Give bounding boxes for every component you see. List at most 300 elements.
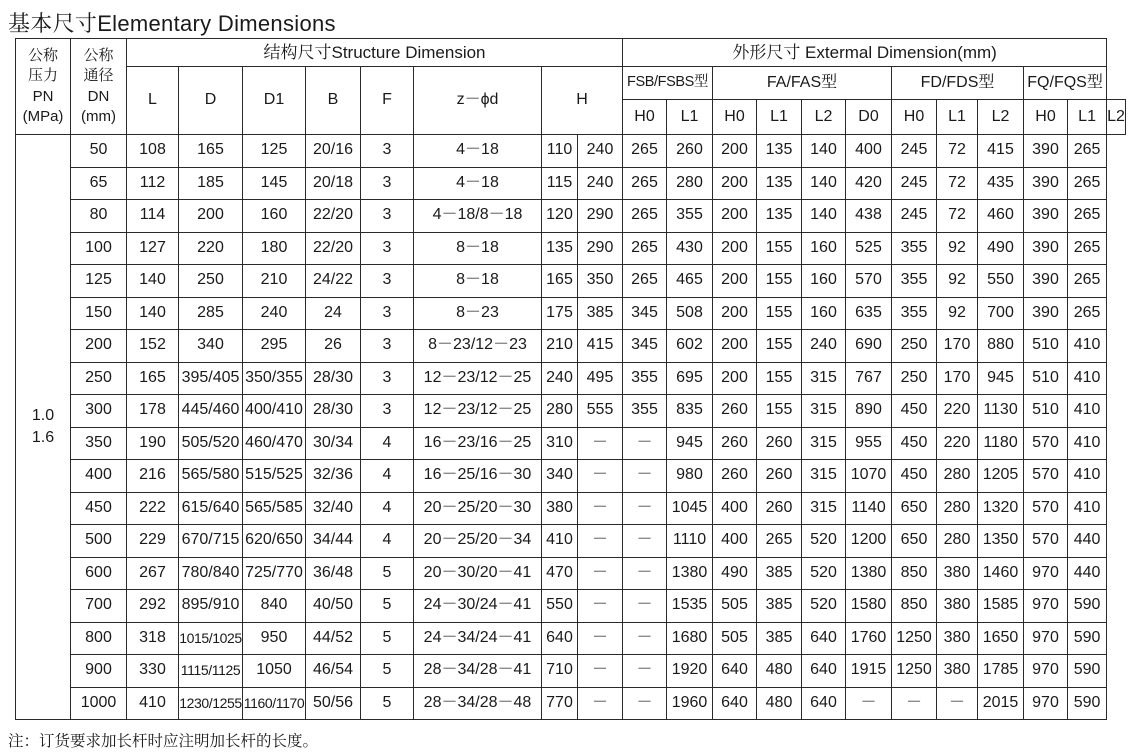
cell-f: 5 bbox=[361, 622, 414, 655]
cell-dn: 500 bbox=[71, 525, 127, 558]
cell-bolt-holes: 12－23/12－25 bbox=[414, 395, 542, 428]
cell-fa-l2: 155 bbox=[757, 395, 802, 428]
cell-d: 1115/1125 bbox=[179, 655, 243, 688]
cell-fd-l1: 850 bbox=[892, 590, 937, 623]
cell-fa-h0: 1960 bbox=[667, 687, 713, 720]
cell-bolt-holes: 16－25/16－30 bbox=[414, 460, 542, 493]
cell-h: 135 bbox=[542, 232, 578, 265]
header-col-fa-d0: D0 bbox=[846, 100, 892, 135]
cell-dn: 1000 bbox=[71, 687, 127, 720]
cell-d: 1230/1255 bbox=[179, 687, 243, 720]
cell-fd-h0: 420 bbox=[846, 167, 892, 200]
cell-b: 26 bbox=[306, 330, 361, 363]
cell-bolt-holes: 20－25/20－34 bbox=[414, 525, 542, 558]
cell-l: 152 bbox=[127, 330, 179, 363]
cell-fq-l1: 970 bbox=[1024, 590, 1068, 623]
cell-fa-l2: 155 bbox=[757, 265, 802, 298]
cell-fa-l2: 155 bbox=[757, 232, 802, 265]
header-col-b: B bbox=[306, 67, 361, 135]
cell-fq-l2: 440 bbox=[1068, 557, 1107, 590]
cell-fa-d0: 315 bbox=[802, 427, 846, 460]
cell-fa-h0: 1045 bbox=[667, 492, 713, 525]
cell-fq-h0: 1320 bbox=[978, 492, 1024, 525]
cell-fsb-h0: － bbox=[578, 427, 623, 460]
cell-h: 410 bbox=[542, 525, 578, 558]
cell-fd-h0: 690 bbox=[846, 330, 892, 363]
cell-fa-l2: 155 bbox=[757, 330, 802, 363]
cell-d: 565/580 bbox=[179, 460, 243, 493]
cell-d1: 725/770 bbox=[243, 557, 306, 590]
cell-fa-d0: 140 bbox=[802, 135, 846, 168]
cell-fq-l1: 570 bbox=[1024, 460, 1068, 493]
table-header bbox=[16, 39, 1126, 135]
page-title: 基本尺寸Elementary Dimensions bbox=[8, 11, 336, 36]
cell-d1: 840 bbox=[243, 590, 306, 623]
cell-d: 165 bbox=[179, 135, 243, 168]
cell-h: 710 bbox=[542, 655, 578, 688]
cell-h: 110 bbox=[542, 135, 578, 168]
cell-b: 34/44 bbox=[306, 525, 361, 558]
cell-fd-l1: 450 bbox=[892, 427, 937, 460]
cell-fa-h0: 465 bbox=[667, 265, 713, 298]
cell-dn: 600 bbox=[71, 557, 127, 590]
cell-fa-l2: 135 bbox=[757, 167, 802, 200]
cell-fq-l1: 390 bbox=[1024, 167, 1068, 200]
cell-bolt-holes: 8－23 bbox=[414, 297, 542, 330]
cell-dn: 300 bbox=[71, 395, 127, 428]
cell-f: 4 bbox=[361, 492, 414, 525]
dimensions-table bbox=[15, 38, 1126, 720]
cell-l: 292 bbox=[127, 590, 179, 623]
cell-fq-l2: 265 bbox=[1068, 232, 1107, 265]
cell-d1: 210 bbox=[243, 265, 306, 298]
cell-b: 32/40 bbox=[306, 492, 361, 525]
cell-d: 185 bbox=[179, 167, 243, 200]
header-col-fq-l2: L2 bbox=[1107, 100, 1126, 135]
cell-fq-l1: 510 bbox=[1024, 395, 1068, 428]
cell-fa-d0: 520 bbox=[802, 525, 846, 558]
cell-fd-l1: 245 bbox=[892, 135, 937, 168]
table-row bbox=[16, 622, 1126, 655]
cell-fa-l1: 260 bbox=[713, 395, 757, 428]
cell-fq-l1: 970 bbox=[1024, 557, 1068, 590]
cell-fq-l2: 590 bbox=[1068, 655, 1107, 688]
cell-l: 127 bbox=[127, 232, 179, 265]
cell-f: 5 bbox=[361, 687, 414, 720]
cell-fq-h0: 700 bbox=[978, 297, 1024, 330]
cell-bolt-holes: 4－18 bbox=[414, 167, 542, 200]
header-structure-dimension: 结构尺寸Structure Dimension bbox=[127, 39, 623, 67]
cell-f: 4 bbox=[361, 427, 414, 460]
cell-fd-h0: 767 bbox=[846, 362, 892, 395]
cell-bolt-holes: 28－34/28－48 bbox=[414, 687, 542, 720]
cell-fd-l2: 92 bbox=[937, 265, 978, 298]
cell-bolt-holes: 20－30/20－41 bbox=[414, 557, 542, 590]
cell-fd-l2: 92 bbox=[937, 232, 978, 265]
table-row bbox=[16, 362, 1126, 395]
nominal-pressure-value: 1.0 1.6 bbox=[16, 135, 71, 720]
cell-fq-l2: 410 bbox=[1068, 330, 1107, 363]
cell-dn: 50 bbox=[71, 135, 127, 168]
cell-fsb-h0: 240 bbox=[578, 167, 623, 200]
cell-b: 24 bbox=[306, 297, 361, 330]
cell-fa-l1: 200 bbox=[713, 265, 757, 298]
cell-h: 550 bbox=[542, 590, 578, 623]
header-col-l: L bbox=[127, 67, 179, 135]
header-nominal-pressure: 公称 压力 PN (MPa) bbox=[16, 39, 71, 135]
cell-fd-l2: 280 bbox=[937, 460, 978, 493]
cell-fa-l1: 200 bbox=[713, 232, 757, 265]
cell-fq-l2: 410 bbox=[1068, 395, 1107, 428]
cell-dn: 150 bbox=[71, 297, 127, 330]
cell-f: 3 bbox=[361, 232, 414, 265]
cell-fq-l1: 510 bbox=[1024, 330, 1068, 363]
cell-f: 3 bbox=[361, 135, 414, 168]
cell-fd-l1: 1250 bbox=[892, 622, 937, 655]
cell-fd-h0: － bbox=[846, 687, 892, 720]
header-nominal-diameter: 公称 通径 DN (mm) bbox=[71, 39, 127, 135]
cell-fa-l1: 400 bbox=[713, 492, 757, 525]
cell-fsb-l1: － bbox=[623, 427, 667, 460]
header-col-fsb-h0: H0 bbox=[623, 100, 667, 135]
cell-fq-h0: 1180 bbox=[978, 427, 1024, 460]
cell-fd-l2: 92 bbox=[937, 297, 978, 330]
table-row bbox=[16, 427, 1126, 460]
cell-fq-l2: 410 bbox=[1068, 362, 1107, 395]
cell-fa-h0: 695 bbox=[667, 362, 713, 395]
cell-fd-l1: 1250 bbox=[892, 655, 937, 688]
cell-fd-h0: 1070 bbox=[846, 460, 892, 493]
cell-h: 640 bbox=[542, 622, 578, 655]
cell-d1: 350/355 bbox=[243, 362, 306, 395]
cell-fsb-l1: － bbox=[623, 655, 667, 688]
cell-d1: 515/525 bbox=[243, 460, 306, 493]
cell-fd-l1: 450 bbox=[892, 460, 937, 493]
cell-fq-l1: 570 bbox=[1024, 492, 1068, 525]
table-row bbox=[16, 135, 1126, 168]
cell-fd-l1: 650 bbox=[892, 492, 937, 525]
cell-fq-h0: 1205 bbox=[978, 460, 1024, 493]
table-row bbox=[16, 557, 1126, 590]
cell-fq-h0: 490 bbox=[978, 232, 1024, 265]
cell-d1: 1160/1170 bbox=[243, 687, 306, 720]
cell-fd-l2: 280 bbox=[937, 525, 978, 558]
cell-l: 216 bbox=[127, 460, 179, 493]
cell-dn: 350 bbox=[71, 427, 127, 460]
cell-b: 36/48 bbox=[306, 557, 361, 590]
cell-dn: 80 bbox=[71, 200, 127, 233]
cell-fa-h0: 1110 bbox=[667, 525, 713, 558]
cell-b: 46/54 bbox=[306, 655, 361, 688]
table-body bbox=[16, 135, 1126, 720]
table-row bbox=[16, 167, 1126, 200]
cell-fq-h0: 1130 bbox=[978, 395, 1024, 428]
cell-l: 112 bbox=[127, 167, 179, 200]
cell-fsb-h0: 290 bbox=[578, 200, 623, 233]
cell-fa-d0: 315 bbox=[802, 362, 846, 395]
cell-b: 28/30 bbox=[306, 395, 361, 428]
cell-f: 5 bbox=[361, 590, 414, 623]
cell-fd-l2: 170 bbox=[937, 330, 978, 363]
table-row bbox=[16, 330, 1126, 363]
cell-fq-h0: 1460 bbox=[978, 557, 1024, 590]
cell-fd-h0: 525 bbox=[846, 232, 892, 265]
cell-fsb-l1: － bbox=[623, 622, 667, 655]
cell-f: 4 bbox=[361, 525, 414, 558]
cell-fa-l1: 200 bbox=[713, 330, 757, 363]
cell-fq-h0: 945 bbox=[978, 362, 1024, 395]
cell-d: 285 bbox=[179, 297, 243, 330]
cell-d: 445/460 bbox=[179, 395, 243, 428]
cell-h: 470 bbox=[542, 557, 578, 590]
header-col-fd-l2: L2 bbox=[978, 100, 1024, 135]
cell-dn: 200 bbox=[71, 330, 127, 363]
cell-f: 3 bbox=[361, 395, 414, 428]
cell-fa-h0: 835 bbox=[667, 395, 713, 428]
cell-l: 108 bbox=[127, 135, 179, 168]
cell-fq-l1: 510 bbox=[1024, 362, 1068, 395]
cell-l: 114 bbox=[127, 200, 179, 233]
table-row bbox=[16, 232, 1126, 265]
cell-dn: 400 bbox=[71, 460, 127, 493]
cell-fq-l2: 410 bbox=[1068, 427, 1107, 460]
cell-fa-d0: 160 bbox=[802, 297, 846, 330]
cell-b: 20/18 bbox=[306, 167, 361, 200]
header-col-bolt-holes: z－ϕd bbox=[414, 67, 542, 135]
cell-fa-d0: 160 bbox=[802, 265, 846, 298]
cell-l: 190 bbox=[127, 427, 179, 460]
cell-d: 250 bbox=[179, 265, 243, 298]
cell-d: 200 bbox=[179, 200, 243, 233]
cell-fsb-l1: － bbox=[623, 525, 667, 558]
cell-h: 210 bbox=[542, 330, 578, 363]
cell-bolt-holes: 12－23/12－25 bbox=[414, 362, 542, 395]
cell-d: 220 bbox=[179, 232, 243, 265]
cell-fq-l2: 265 bbox=[1068, 167, 1107, 200]
cell-b: 28/30 bbox=[306, 362, 361, 395]
table-row bbox=[16, 200, 1126, 233]
cell-bolt-holes: 8－18 bbox=[414, 265, 542, 298]
cell-f: 3 bbox=[361, 265, 414, 298]
cell-fq-l1: 570 bbox=[1024, 525, 1068, 558]
cell-fq-h0: 460 bbox=[978, 200, 1024, 233]
cell-fsb-h0: － bbox=[578, 687, 623, 720]
header-col-fd-l1: L1 bbox=[937, 100, 978, 135]
cell-d1: 460/470 bbox=[243, 427, 306, 460]
cell-dn: 100 bbox=[71, 232, 127, 265]
cell-fq-l2: 590 bbox=[1068, 622, 1107, 655]
cell-fsb-h0: 555 bbox=[578, 395, 623, 428]
cell-fsb-l1: 265 bbox=[623, 135, 667, 168]
cell-fa-d0: 315 bbox=[802, 460, 846, 493]
header-col-fa-l1: L1 bbox=[757, 100, 802, 135]
cell-fq-l1: 390 bbox=[1024, 200, 1068, 233]
cell-fd-l2: 380 bbox=[937, 622, 978, 655]
cell-fq-h0: 1785 bbox=[978, 655, 1024, 688]
cell-fa-d0: 160 bbox=[802, 232, 846, 265]
cell-fq-l2: 265 bbox=[1068, 200, 1107, 233]
cell-fa-d0: 140 bbox=[802, 167, 846, 200]
cell-fd-h0: 890 bbox=[846, 395, 892, 428]
cell-b: 22/20 bbox=[306, 200, 361, 233]
cell-fsb-h0: 415 bbox=[578, 330, 623, 363]
cell-bolt-holes: 16－23/16－25 bbox=[414, 427, 542, 460]
cell-fq-l1: 570 bbox=[1024, 427, 1068, 460]
cell-f: 3 bbox=[361, 330, 414, 363]
cell-fa-h0: 1380 bbox=[667, 557, 713, 590]
table-row bbox=[16, 655, 1126, 688]
cell-fd-h0: 1200 bbox=[846, 525, 892, 558]
cell-fd-l1: 250 bbox=[892, 362, 937, 395]
cell-fd-l2: 72 bbox=[937, 167, 978, 200]
cell-fsb-h0: － bbox=[578, 525, 623, 558]
cell-fd-l1: 355 bbox=[892, 297, 937, 330]
cell-fa-d0: 140 bbox=[802, 200, 846, 233]
cell-l: 222 bbox=[127, 492, 179, 525]
cell-fa-h0: 355 bbox=[667, 200, 713, 233]
cell-l: 140 bbox=[127, 265, 179, 298]
cell-l: 140 bbox=[127, 297, 179, 330]
cell-fq-l1: 390 bbox=[1024, 232, 1068, 265]
cell-fa-l2: 135 bbox=[757, 200, 802, 233]
cell-fsb-l1: 265 bbox=[623, 200, 667, 233]
table-row bbox=[16, 492, 1126, 525]
header-group-fa: FA/FAS型 bbox=[713, 67, 892, 100]
cell-fsb-h0: － bbox=[578, 590, 623, 623]
cell-fd-l2: 72 bbox=[937, 200, 978, 233]
cell-fq-l1: 390 bbox=[1024, 135, 1068, 168]
cell-fd-l1: 245 bbox=[892, 167, 937, 200]
cell-b: 22/20 bbox=[306, 232, 361, 265]
cell-fa-l1: 260 bbox=[713, 460, 757, 493]
cell-l: 410 bbox=[127, 687, 179, 720]
cell-d1: 565/585 bbox=[243, 492, 306, 525]
cell-fq-l2: 410 bbox=[1068, 492, 1107, 525]
cell-fd-l2: 220 bbox=[937, 427, 978, 460]
cell-bolt-holes: 24－34/24－41 bbox=[414, 622, 542, 655]
cell-d1: 240 bbox=[243, 297, 306, 330]
cell-fq-l2: 440 bbox=[1068, 525, 1107, 558]
cell-l: 178 bbox=[127, 395, 179, 428]
cell-fa-l2: 155 bbox=[757, 362, 802, 395]
cell-fa-l1: 640 bbox=[713, 687, 757, 720]
cell-fq-l1: 970 bbox=[1024, 622, 1068, 655]
cell-dn: 125 bbox=[71, 265, 127, 298]
cell-b: 44/52 bbox=[306, 622, 361, 655]
cell-fa-h0: 1535 bbox=[667, 590, 713, 623]
cell-fsb-l1: 355 bbox=[623, 395, 667, 428]
cell-fa-l1: 200 bbox=[713, 167, 757, 200]
cell-f: 3 bbox=[361, 167, 414, 200]
cell-fsb-h0: 385 bbox=[578, 297, 623, 330]
cell-fd-l2: － bbox=[937, 687, 978, 720]
cell-fq-l1: 390 bbox=[1024, 265, 1068, 298]
cell-fq-l2: 410 bbox=[1068, 460, 1107, 493]
cell-fq-h0: 435 bbox=[978, 167, 1024, 200]
cell-fa-l1: 505 bbox=[713, 590, 757, 623]
order-note: 注：订货要求加长杆时应注明加长杆的长度。 bbox=[8, 733, 319, 750]
cell-fsb-h0: 240 bbox=[578, 135, 623, 168]
cell-fsb-h0: 495 bbox=[578, 362, 623, 395]
cell-d1: 145 bbox=[243, 167, 306, 200]
cell-b: 30/34 bbox=[306, 427, 361, 460]
cell-fd-l2: 280 bbox=[937, 492, 978, 525]
cell-fsb-h0: 290 bbox=[578, 232, 623, 265]
header-col-d1: D1 bbox=[243, 67, 306, 135]
cell-d: 395/405 bbox=[179, 362, 243, 395]
table-row bbox=[16, 525, 1126, 558]
cell-d: 340 bbox=[179, 330, 243, 363]
cell-fsb-l1: － bbox=[623, 557, 667, 590]
cell-h: 280 bbox=[542, 395, 578, 428]
cell-fsb-l1: 265 bbox=[623, 167, 667, 200]
cell-fq-l2: 590 bbox=[1068, 590, 1107, 623]
cell-h: 340 bbox=[542, 460, 578, 493]
cell-h: 175 bbox=[542, 297, 578, 330]
table-row bbox=[16, 460, 1126, 493]
cell-bolt-holes: 4－18 bbox=[414, 135, 542, 168]
cell-b: 20/16 bbox=[306, 135, 361, 168]
cell-fa-l2: 385 bbox=[757, 557, 802, 590]
cell-fa-l2: 260 bbox=[757, 492, 802, 525]
cell-f: 5 bbox=[361, 655, 414, 688]
cell-h: 240 bbox=[542, 362, 578, 395]
cell-fq-l1: 970 bbox=[1024, 687, 1068, 720]
cell-fq-l1: 390 bbox=[1024, 297, 1068, 330]
cell-fq-l2: 265 bbox=[1068, 265, 1107, 298]
cell-fsb-h0: 350 bbox=[578, 265, 623, 298]
cell-fa-h0: 508 bbox=[667, 297, 713, 330]
cell-fd-h0: 1580 bbox=[846, 590, 892, 623]
cell-d1: 295 bbox=[243, 330, 306, 363]
cell-fd-l2: 220 bbox=[937, 395, 978, 428]
cell-dn: 800 bbox=[71, 622, 127, 655]
cell-l: 330 bbox=[127, 655, 179, 688]
cell-l: 318 bbox=[127, 622, 179, 655]
cell-fa-l1: 640 bbox=[713, 655, 757, 688]
cell-fd-l2: 380 bbox=[937, 655, 978, 688]
cell-fd-l1: － bbox=[892, 687, 937, 720]
header-col-h: H bbox=[542, 67, 623, 135]
cell-fa-h0: 945 bbox=[667, 427, 713, 460]
cell-b: 32/36 bbox=[306, 460, 361, 493]
cell-fa-l1: 200 bbox=[713, 200, 757, 233]
cell-fa-h0: 430 bbox=[667, 232, 713, 265]
cell-fd-l2: 380 bbox=[937, 557, 978, 590]
cell-fa-l2: 385 bbox=[757, 590, 802, 623]
cell-fsb-l1: 265 bbox=[623, 232, 667, 265]
cell-f: 5 bbox=[361, 557, 414, 590]
table-row bbox=[16, 395, 1126, 428]
cell-fa-d0: 640 bbox=[802, 622, 846, 655]
cell-fsb-h0: － bbox=[578, 622, 623, 655]
cell-fsb-h0: － bbox=[578, 460, 623, 493]
cell-fd-h0: 1760 bbox=[846, 622, 892, 655]
cell-fa-d0: 520 bbox=[802, 557, 846, 590]
cell-fq-h0: 2015 bbox=[978, 687, 1024, 720]
cell-h: 120 bbox=[542, 200, 578, 233]
cell-fa-l2: 385 bbox=[757, 622, 802, 655]
cell-fsb-l1: 345 bbox=[623, 330, 667, 363]
cell-d1: 400/410 bbox=[243, 395, 306, 428]
cell-fa-d0: 315 bbox=[802, 492, 846, 525]
cell-fsb-l1: 265 bbox=[623, 265, 667, 298]
cell-d1: 950 bbox=[243, 622, 306, 655]
cell-fq-l1: 970 bbox=[1024, 655, 1068, 688]
cell-d: 670/715 bbox=[179, 525, 243, 558]
cell-fa-l1: 200 bbox=[713, 297, 757, 330]
cell-fd-l1: 245 bbox=[892, 200, 937, 233]
